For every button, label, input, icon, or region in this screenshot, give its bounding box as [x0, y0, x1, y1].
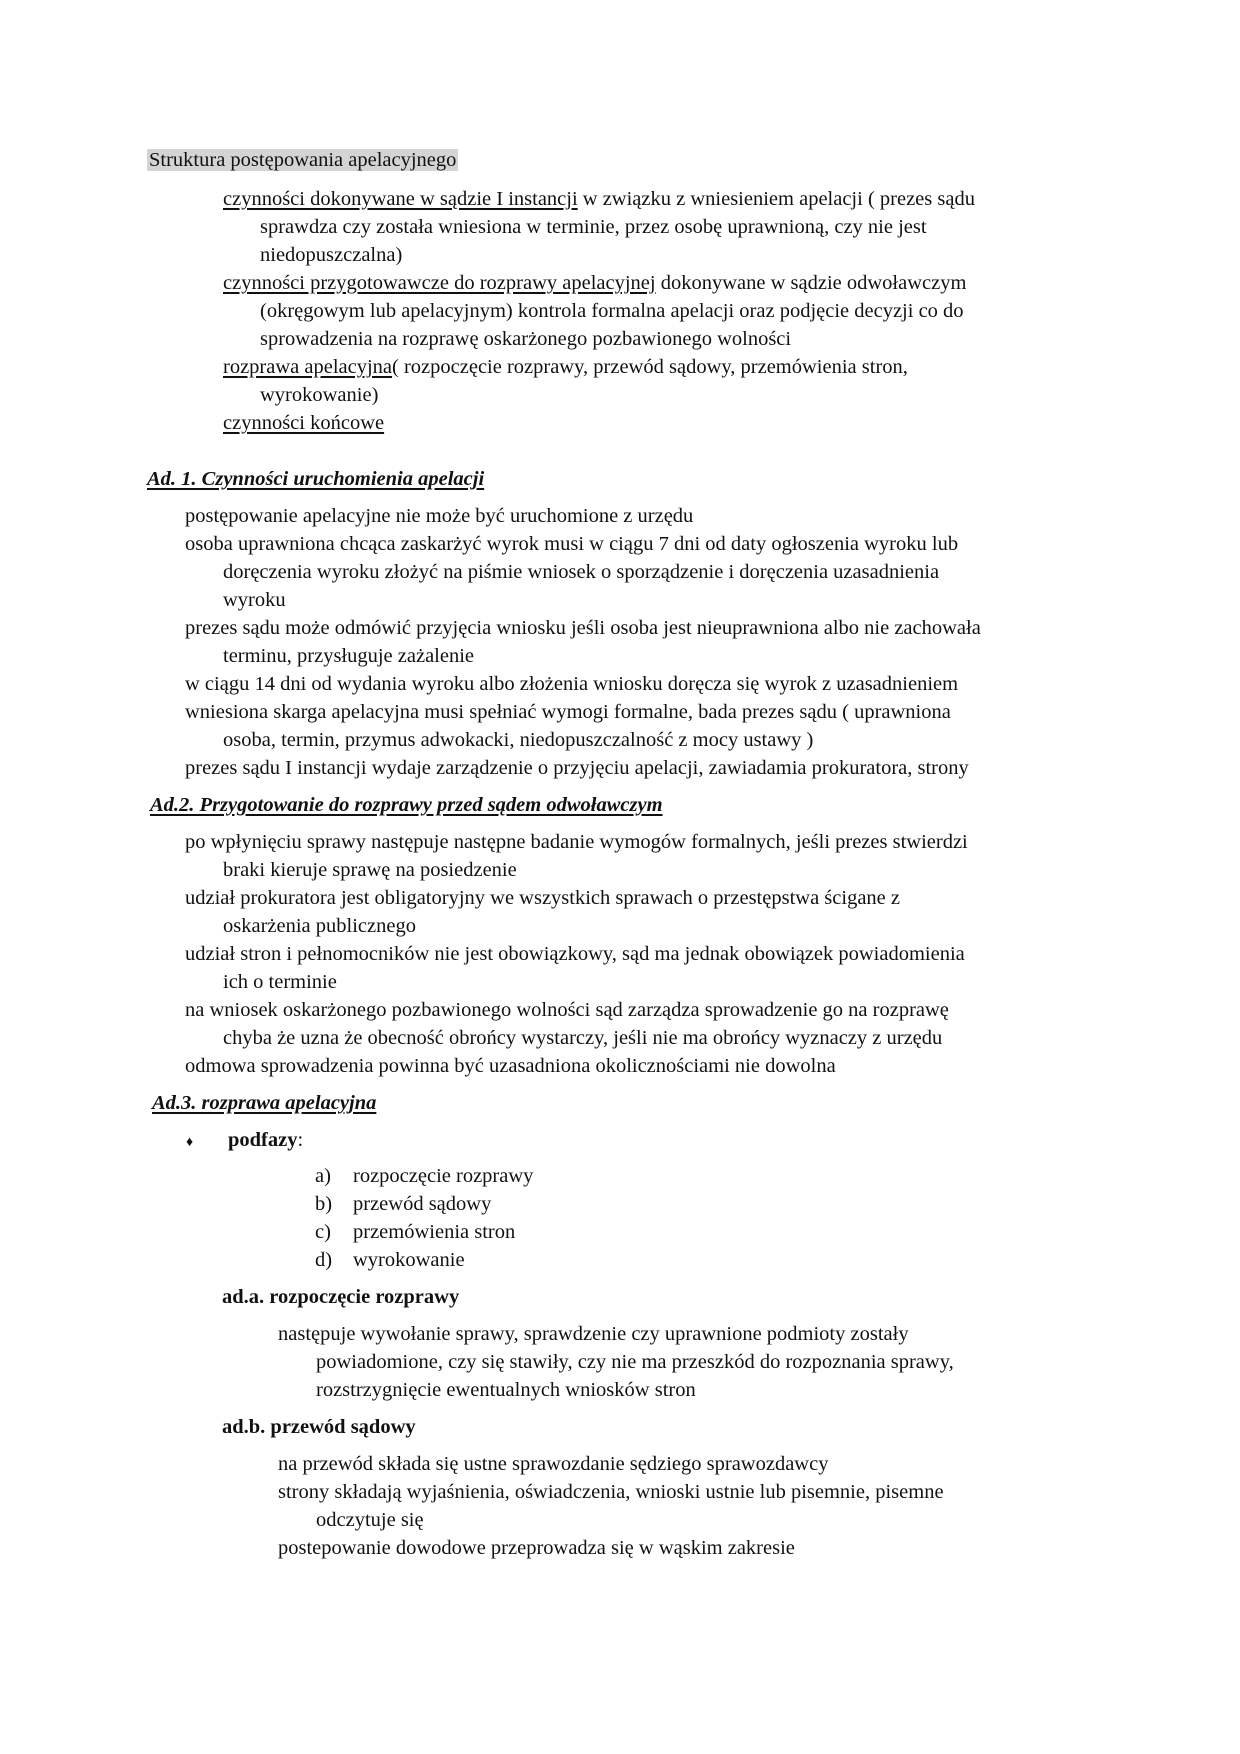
podfazy-colon: : [297, 1129, 304, 1151]
ada-line-2: powiadomione, czy się stawiły, czy nie ma przeszkód do rozpoznania sprawy, [316, 1351, 954, 1373]
intro-item-2-cont-2: sprowadzenia na rozprawę oskarżonego pozbawionego wolności [260, 328, 792, 350]
ad2-line-1: po wpłynięciu sprawy następuje następne badanie wymogów formalnych, jeśli prezes stwierdzi [185, 831, 968, 853]
ad2-line-6: ich o terminie [223, 971, 337, 993]
podfaza-letter-b: b) [315, 1193, 333, 1215]
ad1-line-2: osoba uprawniona chcąca zaskarżyć wyrok musi w ciągu 7 dni od daty ogłoszenia wyroku lub [185, 533, 959, 555]
podfaza-text-c: przemówienia stron [353, 1221, 516, 1243]
ada-line-1: następuje wywołanie sprawy, sprawdzenie czy uprawnione podmioty zostały [278, 1323, 909, 1345]
podfaza-letter-c: c) [315, 1221, 331, 1243]
ad1-line-4: wyroku [223, 589, 286, 611]
ad2-line-5: udział stron i pełnomocników nie jest obowiązkowy, sąd ma jednak obowiązek powiadomienia [185, 943, 965, 965]
intro-item-2-cont-1: (okręgowym lub apelacyjnym) kontrola formalna apelacji oraz podjęcie decyzji co do [260, 300, 964, 322]
ad1-line-8: wniesiona skarga apelacyjna musi spełniać wymogi formalne, bada prezes sądu ( uprawniona [185, 701, 951, 723]
ad1-line-5: prezes sądu może odmówić przyjęcia wniosku jeśli osoba jest nieuprawniona albo nie zachowała [185, 617, 981, 639]
title-highlight: Struktura postępowania apelacyjnego [149, 149, 457, 171]
ada-line-3: rozstrzygnięcie ewentualnych wniosków stron [316, 1379, 696, 1401]
intro-item-2 [223, 269, 966, 297]
subsection-adb-heading: ad.b. przewód sądowy [222, 1416, 416, 1438]
podfaza-text-a: rozpoczęcie rozprawy [353, 1165, 534, 1187]
adb-line-2: strony składają wyjaśnienia, oświadczenia, wnioski ustnie lub pisemnie, pisemne [278, 1481, 944, 1503]
intro-item-2-underlined: czynności przygotowawcze do rozprawy apelacyjnej [223, 272, 656, 294]
ad1-line-6: terminu, przysługuje zażalenie [223, 645, 475, 667]
ad2-line-8: chyba że uzna że obecność obrońcy wystarczy, jeśli nie ma obrońcy wyznaczy z urzędu [223, 1027, 943, 1049]
intro-item-3-underlined: rozprawa apelacyjna [223, 356, 393, 378]
intro-item-1-cont-1: sprawdza czy została wniesiona w terminie, przez osobę uprawnioną, czy nie jest [260, 216, 927, 238]
ad1-line-1: postępowanie apelacyjne nie może być uruchomione z urzędu [185, 505, 694, 527]
podfaza-letter-d: d) [315, 1249, 333, 1271]
section-ad2-heading: Ad.2. Przygotowanie do rozprawy przed sądem odwoławczym [150, 794, 663, 816]
ad2-line-7: na wniosek oskarżonego pozbawionego wolności sąd zarządza sprowadzenie go na rozprawę [185, 999, 949, 1021]
intro-item-2-rest: dokonywane w sądzie odwoławczym [655, 272, 967, 294]
adb-line-1: na przewód składa się ustne sprawozdanie sędziego sprawozdawcy [278, 1453, 829, 1475]
ad2-line-9: odmowa sprowadzenia powinna być uzasadniona okolicznościami nie dowolna [185, 1055, 836, 1077]
ad1-line-3: doręczenia wyroku złożyć na piśmie wniosek o sporządzenie i doręczenia uzasadnienia [223, 561, 940, 583]
intro-item-1 [223, 185, 975, 213]
subsection-ada-heading: ad.a. rozpoczęcie rozprawy [222, 1286, 460, 1308]
ad2-line-4: oskarżenia publicznego [223, 915, 416, 937]
intro-item-4 [223, 409, 384, 437]
podfaza-text-d: wyrokowanie [353, 1249, 465, 1271]
intro-item-3 [223, 353, 908, 381]
section-ad3-heading: Ad.3. rozprawa apelacyjna [152, 1092, 377, 1114]
intro-item-4-underlined: czynności końcowe [223, 412, 385, 434]
podfaza-text-b: przewód sądowy [353, 1193, 492, 1215]
ad2-line-2: braki kieruje sprawę na posiedzenie [223, 859, 517, 881]
intro-item-1-underlined: czynności dokonywane w sądzie I instancji [223, 188, 578, 210]
intro-item-3-rest: ( rozpoczęcie rozprawy, przewód sądowy, przemówienia stron, [392, 356, 908, 378]
intro-item-1-rest: w związku z wniesieniem apelacji ( prezes sądu [577, 188, 975, 210]
intro-item-3-cont-1: wyrokowanie) [260, 384, 379, 406]
ad1-line-10: prezes sądu I instancji wydaje zarządzenie o przyjęciu apelacji, zawiadamia prokuratora, strony [185, 757, 969, 779]
document-title [147, 146, 458, 174]
ad1-line-9: osoba, termin, przymus adwokacki, niedopuszczalność z mocy ustawy ) [223, 729, 814, 751]
bullet-diamond-icon: ♦ [186, 1135, 194, 1150]
ad2-line-3: udział prokuratora jest obligatoryjny we wszystkich sprawach o przestępstwa ścigane z [185, 887, 900, 909]
podfazy-label-text: podfazy [228, 1129, 298, 1151]
podfaza-letter-a: a) [315, 1165, 331, 1187]
intro-item-1-cont-2: niedopuszczalna) [260, 244, 403, 266]
adb-line-4: postepowanie dowodowe przeprowadza się w wąskim zakresie [278, 1537, 795, 1559]
ad1-line-7: w ciągu 14 dni od wydania wyroku albo złożenia wniosku doręcza się wyrok z uzasadnieniem [185, 673, 959, 695]
podfazy-label [228, 1126, 303, 1154]
section-ad1-heading: Ad. 1. Czynności uruchomienia apelacji [147, 468, 485, 490]
adb-line-3: odczytuje się [316, 1509, 424, 1531]
